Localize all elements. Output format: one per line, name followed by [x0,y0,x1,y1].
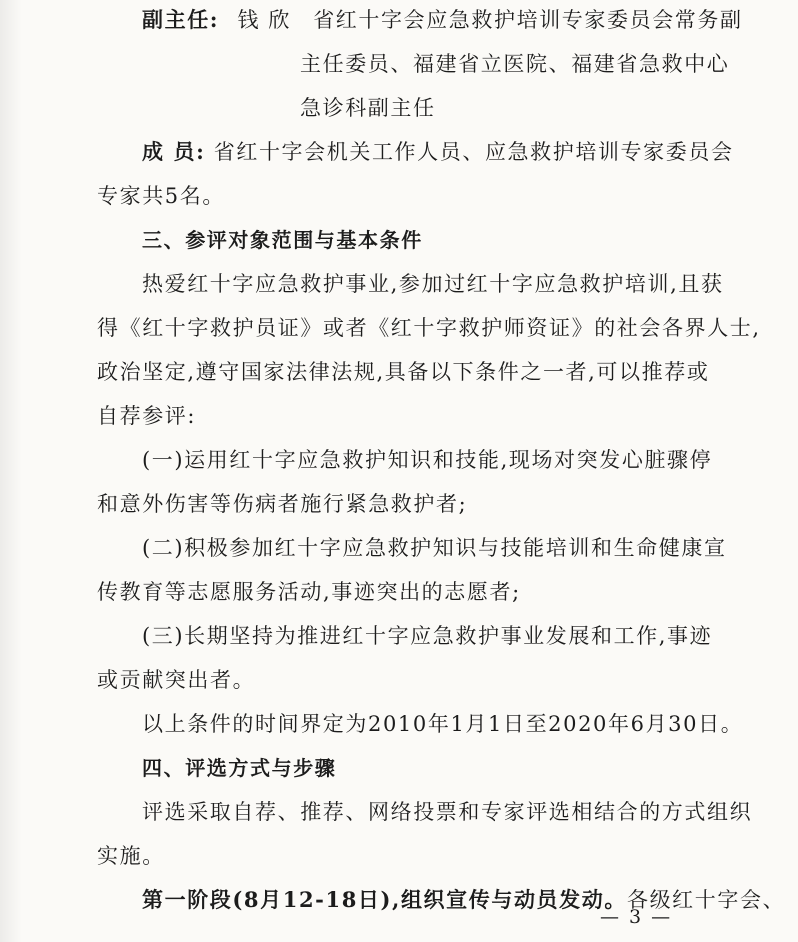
condition-3: (三)长期坚持为推进红十字应急救护事业发展和工作,事迹 [142,624,713,648]
stage-1-title: 第一阶段(8月12-18日),组织宣传与动员发动。 [142,887,627,912]
method-line: 评选采取自荐、推荐、网络投票和专家评选相结合的方式组织 [142,800,753,824]
paragraph-line: 自荐参评: [97,404,197,428]
paragraph-line: 热爱红十字应急救护事业,参加过红十字应急救护培训,且获 [142,272,724,296]
condition-1-cont: 和意外伤害等伤病者施行紧急救护者; [97,492,468,516]
vice-director-title-cont-1: 主任委员、福建省立医院、福建省急救中心 [300,52,730,76]
vice-director-title: 省红十字会应急救护培训专家委员会常务副 [313,8,743,32]
method-line-cont: 实施。 [97,844,165,868]
paragraph-line: 政治坚定,遵守国家法律法规,具备以下条件之一者,可以推荐或 [97,360,710,384]
paragraph-line: 得《红十字救护员证》或者《红十字救护师资证》的社会各界人士, [97,316,761,340]
members-text-cont: 专家共5名。 [97,184,225,208]
vice-director-name: 钱 欣 [237,8,291,32]
section-3-heading: 三、参评对象范围与基本条件 [142,228,423,252]
section-4-heading: 四、评选方式与步骤 [142,756,337,780]
vice-director-title-cont-2: 急诊科副主任 [300,96,436,120]
page-number: — 3 — [600,906,673,928]
stage-1-text: 各级红十字会、 [626,888,786,912]
condition-2: (二)积极参加红十字应急救护知识与技能培训和生命健康宣 [142,536,727,560]
members-line [142,138,734,166]
vice-director-label: 副主任: [142,7,220,32]
stage-1-line [142,886,785,914]
time-limit-line: 以上条件的时间界定为2010年1月1日至2020年6月30日。 [142,712,744,736]
vice-director-line [142,6,743,34]
condition-2-cont: 传教育等志愿服务活动,事迹突出的志愿者; [97,580,521,604]
condition-1: (一)运用红十字应急救护知识和技能,现场对突发心脏骤停 [142,448,713,472]
scan-shadow [0,0,22,942]
members-text: 省红十字会机关工作人员、应急救护培训专家委员会 [213,140,734,164]
members-label: 成 员: [142,139,206,164]
condition-3-cont: 或贡献突出者。 [97,668,256,692]
